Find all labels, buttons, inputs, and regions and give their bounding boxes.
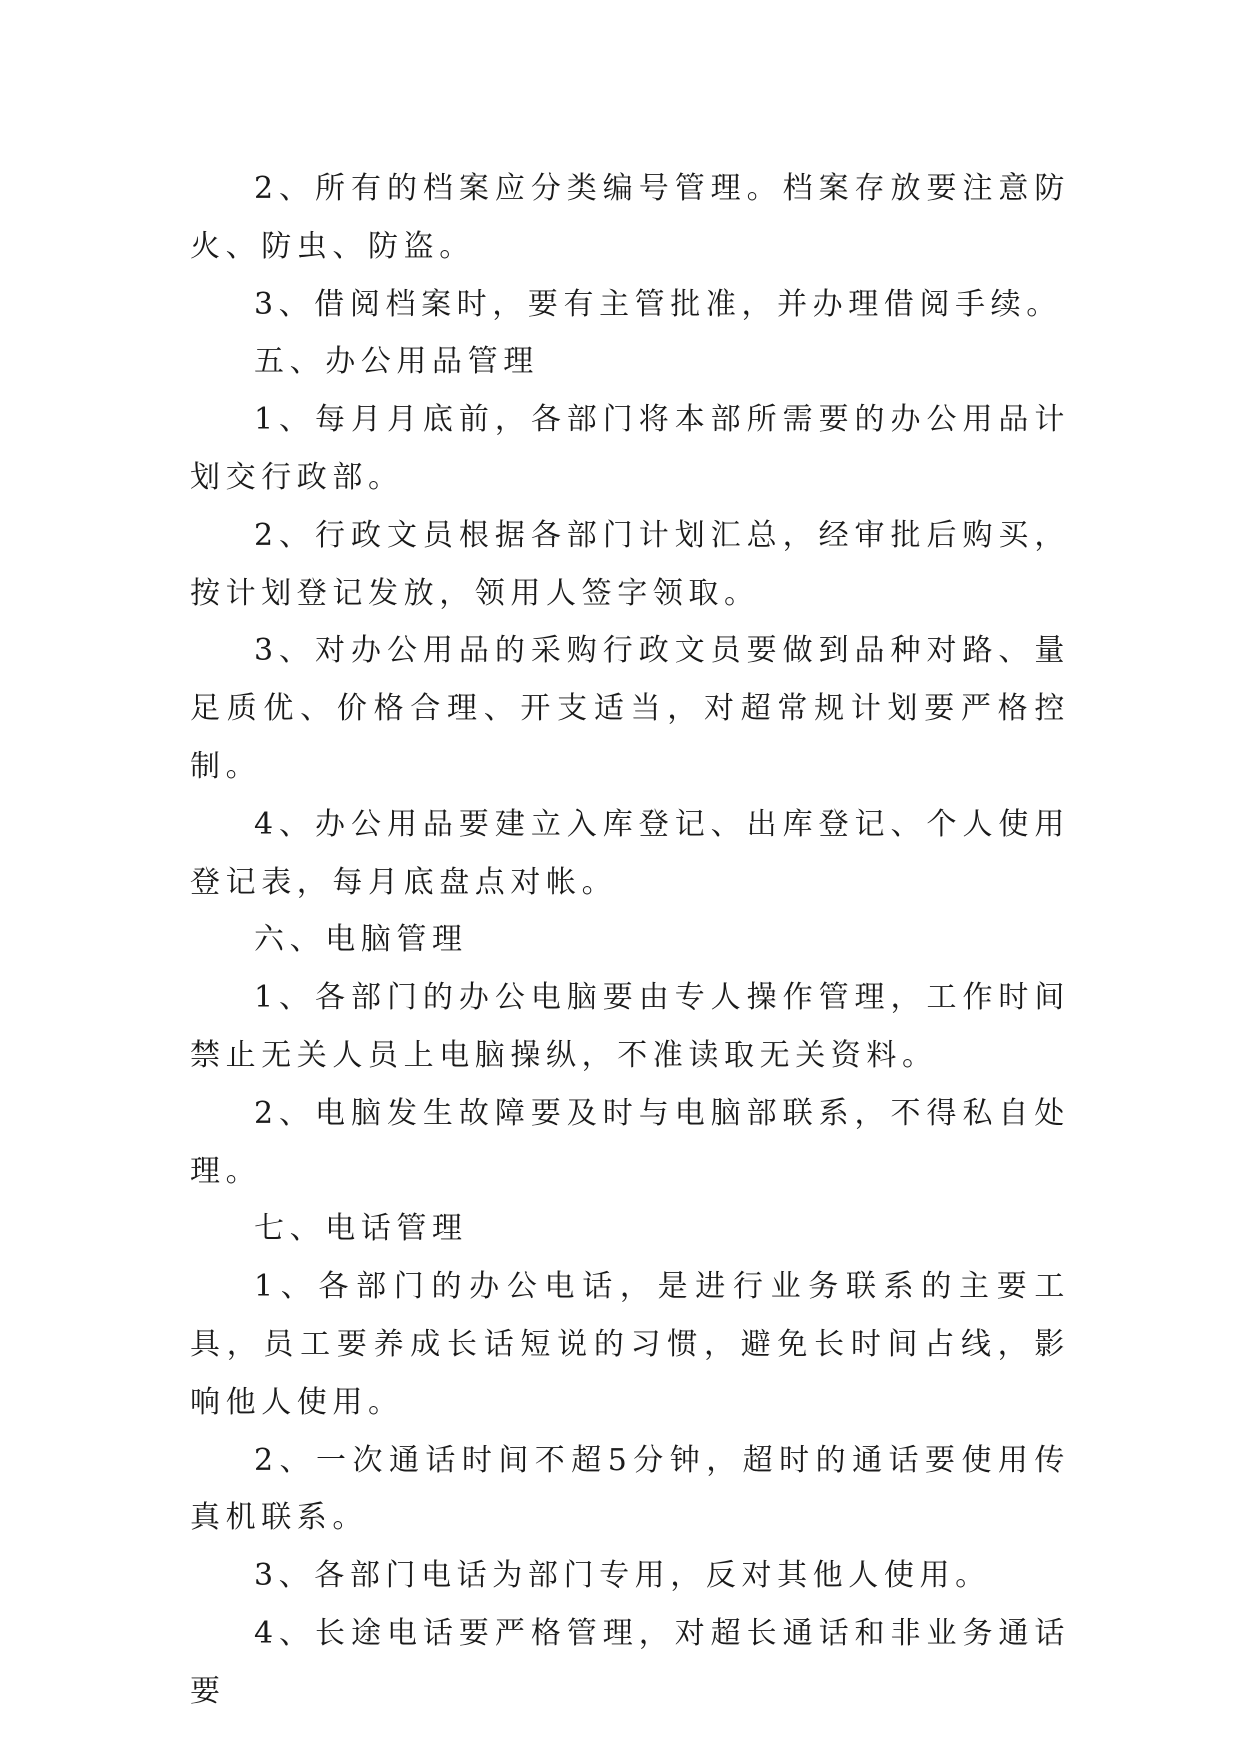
section-heading-telephone: 七、电话管理: [254, 1211, 468, 1247]
paragraph-supplies-registration: 4、办公用品要建立入库登记、出库登记、个人使用登记表，每月底盘点对帐。: [190, 806, 1070, 900]
paragraph-telephone-usage: 1、各部门的办公电话，是进行业务联系的主要工具，员工要养成长话短说的习惯，避免长时间占线，影响他人使用。: [190, 1269, 1070, 1420]
document-body: [190, 160, 1070, 1721]
paragraph-computer-operation: 1、各部门的办公电脑要由专人操作管理，工作时间禁止无关人员上电脑操纵，不准读取无关资料。: [190, 980, 1070, 1073]
paragraph-supplies-procurement: 3、对办公用品的采购行政文员要做到品种对路、量足质优、价格合理、开支适当，对超常规计划要严格控制。: [190, 633, 1070, 784]
paragraph-archive-classification: 2、所有的档案应分类编号管理。档案存放要注意防火、防虫、防盗。: [190, 171, 1070, 264]
section-heading-computer: 六、电脑管理: [254, 922, 468, 958]
paragraph-supplies-purchase: 2、行政文员根据各部门计划汇总，经审批后购买，按计划登记发放，领用人签字领取。: [190, 517, 1070, 611]
paragraph-supplies-plan: 1、每月月底前，各部门将本部所需要的办公用品计划交行政部。: [190, 402, 1070, 495]
paragraph-archive-borrowing: 3、借阅档案时，要有主管批准，并办理借阅手续。: [254, 286, 1062, 322]
paragraph-computer-fault: 2、电脑发生故障要及时与电脑部联系，不得私自处理。: [190, 1095, 1070, 1189]
paragraph-telephone-department: 3、各部门电话为部门专用，反对其他人使用。: [254, 1558, 991, 1594]
section-heading-office-supplies: 五、办公用品管理: [254, 344, 539, 380]
paragraph-telephone-long-distance: 4、长途电话要严格管理，对超长通话和非业务通话要: [190, 1615, 1070, 1709]
paragraph-telephone-duration: 2、一次通话时间不超5分钟，超时的通话要使用传真机联系。: [190, 1442, 1070, 1536]
